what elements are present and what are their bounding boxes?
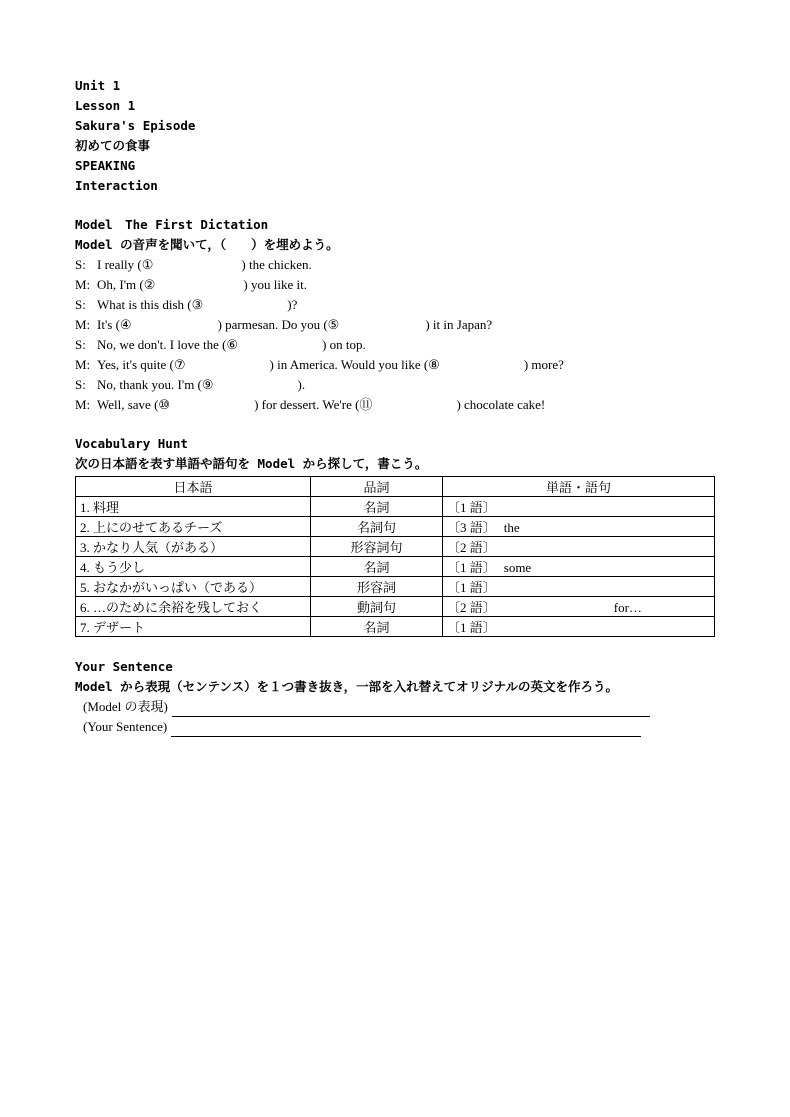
dialog-text: I really (①: [97, 257, 154, 272]
answer-hint: some: [503, 560, 532, 575]
speaker: M:: [75, 317, 91, 332]
unit-label: Unit 1: [75, 78, 121, 93]
your-sentence-label: (Your Sentence): [83, 719, 168, 734]
jp-cell: 6. …のために余裕を残しておく: [76, 597, 311, 617]
table-header-row: [76, 477, 715, 497]
table-row: [76, 497, 715, 517]
model-expression-label: (Model の表現): [83, 699, 168, 714]
word-count: 〔2 語〕: [447, 540, 496, 555]
word-count: 〔3 語〕: [447, 520, 496, 535]
dialog-line: [75, 355, 715, 375]
dialog-text: What is this dish (③: [97, 297, 204, 312]
dialog-line: [75, 295, 715, 315]
vocab-section: [75, 434, 715, 637]
jp-cell: 7. デザート: [76, 617, 311, 637]
table-row: [76, 537, 715, 557]
dialog-line: [75, 335, 715, 355]
sentence-title: Your Sentence: [75, 659, 173, 674]
dialog-line: [75, 315, 715, 335]
dialog-text: ) on top.: [322, 337, 366, 352]
speaker: S:: [75, 337, 86, 352]
speaker: M:: [75, 277, 91, 292]
column-header-answer: 単語・語句: [443, 477, 715, 497]
dialog-text: ) the chicken.: [241, 257, 312, 272]
pos-cell: 名詞: [311, 497, 443, 517]
dialog-text: Well, save (⑩: [97, 397, 171, 412]
column-header-pos: 品詞: [311, 477, 443, 497]
sentence-instruction: Model から表現（センテンス）を１つ書き抜き，一部を入れ替えてオリジナルの英文を作ろう。: [75, 679, 619, 694]
word-count: 〔1 語〕: [447, 500, 496, 515]
model-title: Model The First Dictation: [75, 217, 269, 232]
subtitle-jp: 初めての食事: [75, 138, 151, 153]
answer-hint: the: [503, 520, 520, 535]
speaker: S:: [75, 297, 86, 312]
pos-cell: 名詞: [311, 617, 443, 637]
dialog-text: ) for dessert. We're (⑪: [254, 397, 373, 412]
type-label: Interaction: [75, 178, 158, 193]
speaker: M:: [75, 397, 91, 412]
worksheet-header: [75, 76, 715, 196]
lesson-label: Lesson 1: [75, 98, 136, 113]
answer-cell[interactable]: [443, 517, 715, 537]
word-count: 〔1 語〕: [447, 560, 496, 575]
table-row: [76, 617, 715, 637]
speaker: S:: [75, 377, 86, 392]
skill-label: SPEAKING: [75, 158, 136, 173]
word-count: 〔2 語〕: [447, 600, 496, 615]
answer-cell[interactable]: [443, 537, 715, 557]
jp-cell: 3. かなり人気（がある）: [76, 537, 311, 557]
answer-cell[interactable]: [443, 497, 715, 517]
dialog-text: )?: [287, 297, 298, 312]
vocab-title: Vocabulary Hunt: [75, 436, 188, 451]
table-row: [76, 557, 715, 577]
answer-cell[interactable]: [443, 577, 715, 597]
answer-cell[interactable]: [443, 617, 715, 637]
dialog-line: [75, 395, 715, 415]
dialog-text: ).: [297, 377, 306, 392]
dialog-text: It's (④: [97, 317, 132, 332]
dialog-text: ) chocolate cake!: [456, 397, 546, 412]
your-sentence-row: [75, 717, 715, 737]
dialog-text: ) it in Japan?: [425, 317, 493, 332]
dialog-line: [75, 275, 715, 295]
dialog-text: ) parmesan. Do you (⑤: [217, 317, 340, 332]
dialog-text: ) more?: [523, 357, 564, 372]
column-header-japanese: 日本語: [76, 477, 311, 497]
jp-cell: 1. 料理: [76, 497, 311, 517]
dialog-text: ) in America. Would you like (⑧: [269, 357, 440, 372]
speaker: S:: [75, 257, 86, 272]
pos-cell: 名詞句: [311, 517, 443, 537]
jp-cell: 2. 上にのせてあるチーズ: [76, 517, 311, 537]
sentence-section: [75, 657, 715, 737]
word-count: 〔1 語〕: [447, 620, 496, 635]
model-expression-row: [75, 697, 715, 717]
dialog: [75, 255, 715, 415]
dialog-text: Oh, I'm (②: [97, 277, 156, 292]
speaker: M:: [75, 357, 91, 372]
worksheet-page: [75, 76, 715, 737]
table-row: [76, 517, 715, 537]
word-count: 〔1 語〕: [447, 580, 496, 595]
dialog-text: No, we don't. I love the (⑥: [97, 337, 239, 352]
vocab-table: [75, 476, 715, 637]
pos-cell: 名詞: [311, 557, 443, 577]
jp-cell: 4. もう少し: [76, 557, 311, 577]
vocab-instruction: 次の日本語を表す単語や語句を Model から探して，書こう。: [75, 456, 428, 471]
pos-cell: 形容詞句: [311, 537, 443, 557]
answer-cell[interactable]: [443, 557, 715, 577]
pos-cell: 形容詞: [311, 577, 443, 597]
dialog-line: [75, 255, 715, 275]
table-row: [76, 577, 715, 597]
your-sentence-line[interactable]: [171, 722, 641, 737]
jp-cell: 5. おなかがいっぱい（である）: [76, 577, 311, 597]
episode-label: Sakura's Episode: [75, 118, 196, 133]
model-expression-line[interactable]: [172, 702, 650, 717]
pos-cell: 動詞句: [311, 597, 443, 617]
dialog-line: [75, 375, 715, 395]
model-instruction: Model の音声を聞いて，（ ）を埋めよう。: [75, 237, 339, 252]
answer-cell[interactable]: [443, 597, 715, 617]
dialog-text: Yes, it's quite (⑦: [97, 357, 186, 372]
model-section: [75, 215, 715, 415]
dialog-text: ) you like it.: [243, 277, 307, 292]
dialog-text: No, thank you. I'm (⑨: [97, 377, 214, 392]
answer-hint: for…: [613, 600, 642, 615]
table-row: [76, 597, 715, 617]
